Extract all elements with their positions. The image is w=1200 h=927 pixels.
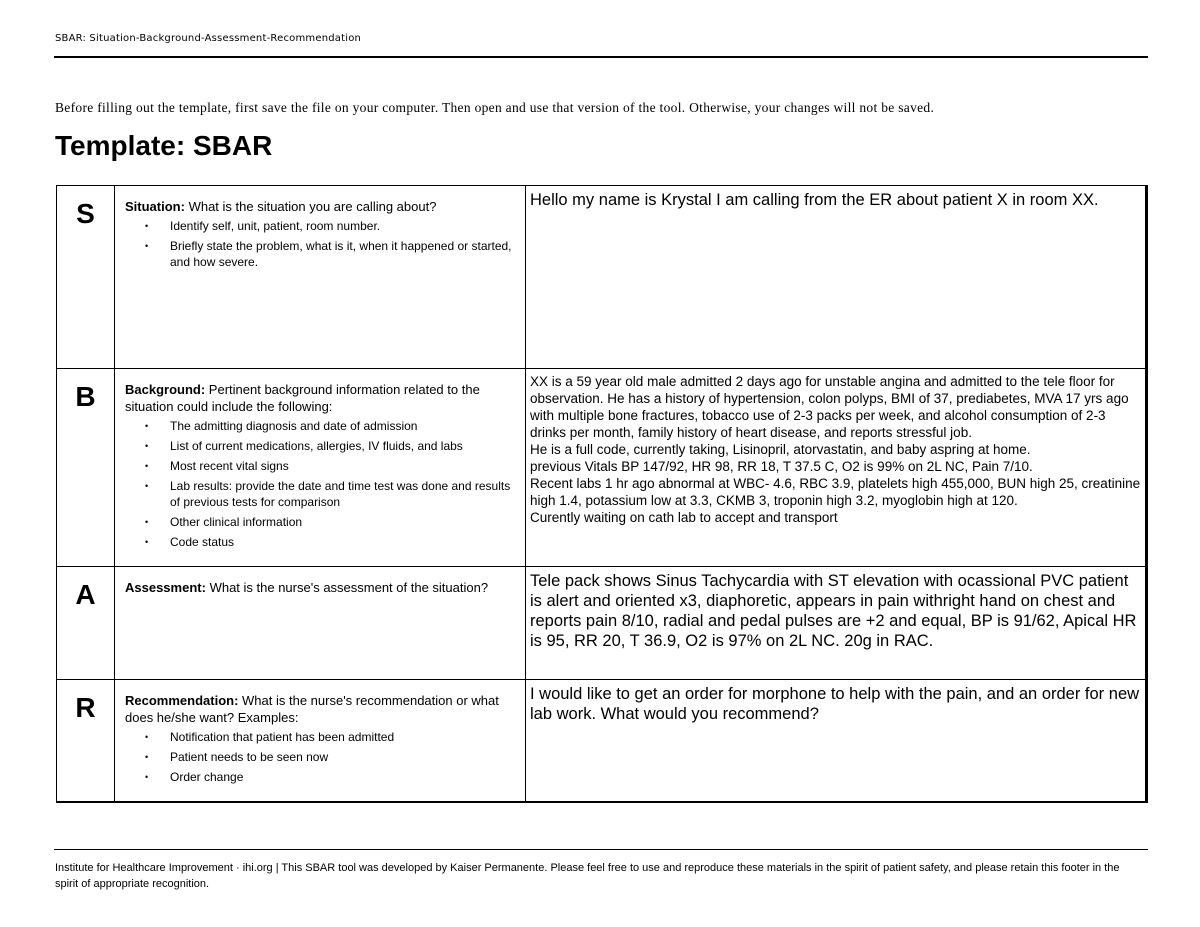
response-text: I would like to get an order for morphone to help with the pain, and an order for new lab work. What would you recommend?: [530, 685, 1140, 723]
bullet-item: • Most recent vital signs: [170, 458, 515, 474]
sbar-row-recommendation: [57, 680, 1147, 802]
bullet-item: • Notification that patient has been admitted: [170, 729, 515, 745]
prompt-text: What is the nurse's assessment of the situation?: [209, 580, 489, 595]
sbar-row-situation: [57, 186, 1147, 369]
prompt-bullets: [125, 729, 515, 785]
row-letter: A: [57, 567, 115, 680]
row-letter: B: [57, 369, 115, 567]
response-text: Curently waiting on cath lab to accept and transport: [530, 510, 838, 525]
sbar-table: [56, 185, 1148, 803]
footer-divider: [54, 849, 1148, 850]
assessment-response-field[interactable]: [526, 567, 1147, 680]
bullet-item: • Other clinical information: [170, 514, 515, 530]
response-text: He is a full code, currently taking, Lisinopril, atorvastatin, and baby aspring at home.: [530, 442, 1031, 457]
situation-prompt: [115, 186, 526, 369]
bullet-item: • Lab results: provide the date and time test was done and results of previous tests for comparison: [170, 478, 515, 510]
prompt-bullets: [125, 418, 515, 550]
response-text: XX is a 59 year old male admitted 2 days ago for unstable angina and admitted to the tele floor for observation. He has a history of hypertension, colon polyps, BMI of 37, prediabetes, MVA 17 yrs ago with multiple bone fractures, tobacco use of 2-3 packs per week, and alcohol consumption of 2-3 drinks per month, family history of heart disease, and reports stressful job.: [530, 374, 1129, 440]
page-title: Template: SBAR: [55, 130, 273, 161]
sbar-row-assessment: [57, 567, 1147, 680]
prompt-heading: Situation:: [125, 199, 185, 214]
assessment-prompt: [115, 567, 526, 680]
recommendation-response-field[interactable]: [526, 680, 1147, 802]
response-text: Recent labs 1 hr ago abnormal at WBC- 4.6, RBC 3.9, platelets high 455,000, BUN high 25, creatinine high 1.4, potassium low at 3.3, CKMB 3, troponin high 3.2, myoglobin high at 120.: [530, 476, 1141, 508]
row-letter: S: [57, 186, 115, 369]
instructions-text: Before filling out the template, first save the file on your computer. Then open and use that version of the tool. Otherwise, your changes will not be saved.: [55, 100, 935, 115]
prompt-heading: Recommendation:: [125, 693, 239, 708]
prompt-heading: Background:: [125, 382, 206, 397]
prompt-bullets: [125, 218, 515, 270]
response-text: Hello my name is Krystal I am calling from the ER about patient X in room XX.: [530, 191, 1099, 209]
bullet-item: • List of current medications, allergies, IV fluids, and labs: [170, 438, 515, 454]
response-text: previous Vitals BP 147/92, HR 98, RR 18, T 37.5 C, O2 is 99% on 2L NC, Pain 7/10.: [530, 459, 1033, 474]
prompt-text: What is the nurse's recommendation or what does he/she want? Examples:: [125, 693, 499, 725]
page-footer: Institute for Healthcare Improvement · ihi.org | This SBAR tool was developed by Kaiser Permanente. Please feel free to use and reproduce these materials in the spirit of patient safety, and please retain this footer in the spirit of appropriate recognition.: [55, 862, 1120, 890]
bullet-item: • Code status: [170, 534, 515, 550]
bullet-item: • Identify self, unit, patient, room number.: [170, 218, 515, 234]
bullet-item: • Briefly state the problem, what is it, when it happened or started, and how severe.: [170, 238, 515, 270]
prompt-text: Pertinent background information related to the situation could include the following:: [125, 382, 480, 414]
header-divider: [54, 56, 1148, 58]
bullet-item: • The admitting diagnosis and date of admission: [170, 418, 515, 434]
background-response-field[interactable]: [526, 369, 1147, 567]
row-letter: R: [57, 680, 115, 802]
prompt-heading: Assessment:: [125, 580, 206, 595]
situation-response-field[interactable]: [526, 186, 1147, 369]
sbar-row-background: [57, 369, 1147, 567]
prompt-text: What is the situation you are calling about?: [188, 199, 437, 214]
response-text: Tele pack shows Sinus Tachycardia with ST elevation with ocassional PVC patient is alert and oriented x3, diaphoretic, appears in pain withright hand on chest and reports pain 8/10, radial and pedal pulses are +2 and equal, BP is 91/62, Apical HR is 95, RR 20, T 36.9, O2 is 97% on 2L NC. 20g in RAC.: [530, 572, 1137, 650]
bullet-item: • Order change: [170, 769, 515, 785]
recommendation-prompt: [115, 680, 526, 802]
background-prompt: [115, 369, 526, 567]
bullet-item: • Patient needs to be seen now: [170, 749, 515, 765]
document-header: SBAR: Situation-Background-Assessment-Recommendation: [55, 33, 362, 44]
